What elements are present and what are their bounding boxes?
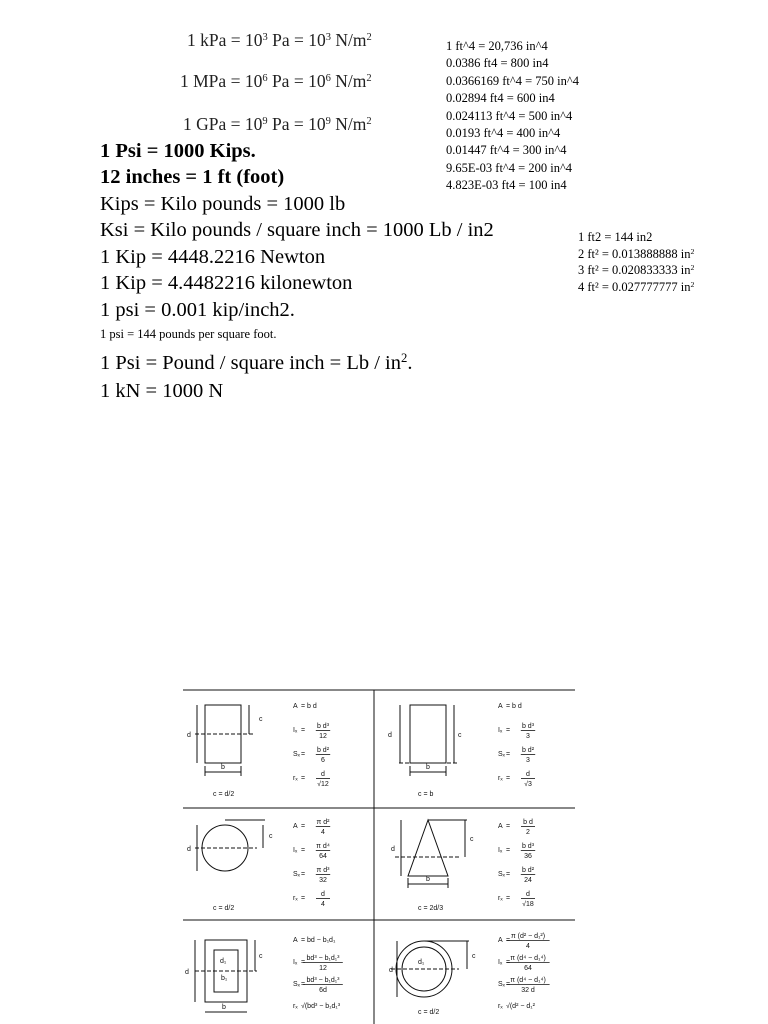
property-numerator: π (d⁴ − d₁⁴) — [510, 955, 546, 962]
property-numerator: d — [321, 891, 325, 898]
dim-label: c — [259, 716, 263, 723]
dim-label: b — [222, 1004, 226, 1011]
property-symbol: Sₓ — [498, 751, 505, 758]
equals-sign: = — [506, 895, 511, 902]
equals-sign: = — [301, 775, 306, 782]
dim-label: c — [269, 833, 273, 840]
equals-sign: = — [506, 751, 511, 758]
property-symbol: rₓ — [498, 895, 503, 902]
property-denominator: 64 — [319, 853, 327, 860]
property-value: √(bd³ − b₁d₁³ — [301, 1003, 341, 1010]
property-numerator: π (d² − d₁²) — [510, 933, 546, 940]
ft4-line: 0.01447 ft^4 = 300 in^4 — [446, 143, 567, 158]
ft2-line: 4 ft² = 0.027777777 $in^2$ — [578, 279, 695, 294]
property-symbol: A — [293, 823, 298, 830]
formula-mpa: 1 MPa = $10^6$ $Pa = 10^6$ $N/m^2$ — [180, 71, 372, 91]
section-properties-figure — [183, 688, 577, 1024]
property-symbol: Iₓ — [498, 727, 503, 734]
equals-sign: = — [506, 959, 511, 966]
dim-label: c — [458, 732, 462, 739]
centroid-note: c = d/2 — [418, 1009, 440, 1016]
kn-line: 1 kN = 1000 N — [100, 380, 224, 402]
dim-label: b — [221, 764, 225, 771]
ft4-line: 4.823E-03 ft4 = 100 in4 — [446, 178, 567, 193]
property-denominator: √12 — [317, 781, 329, 788]
property-denominator: 4 — [321, 901, 325, 908]
property-denominator: 6d — [319, 987, 327, 994]
property-symbol: Sₓ — [293, 981, 300, 988]
property-numerator: b d³ — [316, 723, 330, 730]
property-denominator: √18 — [522, 901, 534, 908]
ft2-conversion-list — [578, 229, 694, 295]
property-symbol: Iₓ — [498, 959, 503, 966]
equals-sign: = — [301, 823, 306, 830]
section-properties-svg — [183, 688, 577, 1024]
property-numerator: π d⁴ — [316, 843, 330, 850]
property-value: √(d² − d₁² — [506, 1003, 535, 1010]
triangle-shape — [408, 820, 448, 876]
kip-kilonewton-line: 1 Kip = 4.4482216 kilonewton — [100, 272, 353, 294]
centroid-note: c = b — [418, 791, 434, 798]
equals-sign: = — [301, 981, 306, 988]
property-symbol: A — [498, 823, 503, 830]
property-denominator: 24 — [524, 877, 532, 884]
property-symbol: Iₓ — [498, 847, 503, 854]
property-numerator: b d² — [521, 867, 535, 874]
property-symbol: A — [293, 937, 298, 944]
psi-definition-line: 1 Psi = Pound / square inch = Lb / $in^2$. — [100, 351, 413, 374]
property-symbol: Sₓ — [293, 751, 300, 758]
property-numerator: d — [526, 891, 530, 898]
dim-label: c — [470, 836, 474, 843]
property-symbol: Iₓ — [293, 959, 298, 966]
psi-kip-line: 1 psi = 0.001 kip/inch2. — [100, 299, 295, 321]
psi-kips-line: 1 Psi = 1000 Kips. — [100, 140, 256, 162]
property-denominator: 12 — [319, 965, 327, 972]
ft4-conversion-list — [446, 38, 579, 195]
ft4-line: 0.0386 ft4 = 800 in4 — [446, 56, 549, 71]
property-value: = b d — [301, 703, 317, 710]
property-numerator: d — [321, 771, 325, 778]
ft4-line: 0.024113 ft^4 = 500 in^4 — [446, 108, 573, 123]
ft4-line: 0.0366169 ft^4 = 750 in^4 — [446, 73, 580, 88]
kips-line: Kips = Kilo pounds = 1000 lb — [100, 193, 346, 215]
property-symbol: Iₓ — [293, 847, 298, 854]
dim-label: d — [388, 732, 392, 739]
property-denominator: 64 — [524, 965, 532, 972]
equals-sign: = — [301, 847, 306, 854]
centroid-note: c = d/2 — [213, 905, 235, 912]
property-numerator: b d³ — [521, 843, 535, 850]
dim-label: d — [185, 969, 189, 976]
equals-sign: = — [506, 727, 511, 734]
property-numerator: π d³ — [316, 867, 330, 874]
property-symbol: Iₓ — [293, 727, 298, 734]
property-denominator: 2 — [526, 829, 530, 836]
property-denominator: 4 — [321, 829, 325, 836]
equals-sign: = — [301, 751, 306, 758]
equals-sign: = — [301, 871, 306, 878]
property-numerator: b d³ — [521, 723, 535, 730]
property-symbol: Sₓ — [498, 871, 505, 878]
property-symbol: A — [498, 703, 503, 710]
property-numerator: bd³ − b₁d₁³ — [306, 977, 340, 984]
dim-label: b₁ — [221, 975, 228, 982]
formula-kpa: 1 kPa = $10^3$ $Pa = 10^3$ $N/m^2$ — [187, 30, 372, 50]
equals-sign: = — [506, 775, 511, 782]
equals-sign: = — [506, 937, 511, 944]
property-value: = b d — [506, 703, 522, 710]
property-denominator: 32 — [319, 877, 327, 884]
property-denominator: 3 — [526, 733, 530, 740]
centroid-note: c = d/2 — [213, 791, 235, 798]
property-symbol: rₓ — [498, 1003, 503, 1010]
equals-sign: = — [506, 871, 511, 878]
property-denominator: √3 — [524, 781, 532, 788]
equals-sign: = — [301, 895, 306, 902]
dim-label: b — [426, 764, 430, 771]
equals-sign: = — [301, 959, 306, 966]
dim-label: d — [187, 732, 191, 739]
ksi-line: Ksi = Kilo pounds / square inch = 1000 Lb / in2 — [100, 219, 494, 241]
property-symbol: Sₓ — [293, 871, 300, 878]
ft2-line: 3 ft² = 0.020833333 $in^2$ — [578, 262, 695, 278]
dim-label: d — [389, 967, 393, 974]
property-symbol: A — [498, 937, 503, 944]
property-denominator: 36 — [524, 853, 532, 860]
ft4-line: 9.65E-03 ft^4 = 200 in^4 — [446, 160, 573, 175]
dim-label: b — [426, 876, 430, 883]
kip-newton-line: 1 Kip = 4448.2216 Newton — [100, 246, 326, 268]
equals-sign: = — [506, 847, 511, 854]
ft2-line: 2 ft² = 0.013888888 $in^2$ — [578, 246, 695, 261]
psi-psf-line: 1 psi = 144 pounds per square foot. — [100, 327, 277, 341]
dim-label: c — [472, 953, 476, 960]
property-symbol: rₓ — [293, 895, 298, 902]
dim-label: d₁ — [418, 959, 425, 966]
equals-sign: = — [506, 823, 511, 830]
property-numerator: d — [526, 771, 530, 778]
dim-label: d — [187, 846, 191, 853]
ft2-line: 1 ft2 = 144 in2 — [578, 230, 653, 244]
ft4-line: 1 ft^4 = 20,736 in^4 — [446, 39, 548, 53]
property-symbol: A — [293, 703, 298, 710]
property-denominator: 3 — [526, 757, 530, 764]
ft4-line: 0.0193 ft^4 = 400 in^4 — [446, 126, 561, 141]
property-denominator: 32 d — [521, 987, 535, 994]
ft4-line: 0.02894 ft4 = 600 in4 — [446, 91, 555, 106]
property-numerator: b d² — [316, 747, 330, 754]
property-denominator: 12 — [319, 733, 327, 740]
inches-foot-line: 12 inches = 1 ft (foot) — [100, 166, 285, 188]
rectangle-shape — [410, 705, 446, 763]
property-numerator: π (d⁴ − d₁⁴) — [510, 977, 546, 984]
equals-sign: = — [301, 727, 306, 734]
property-symbol: rₓ — [293, 1003, 298, 1010]
property-numerator: b d² — [521, 747, 535, 754]
dim-label: d — [391, 846, 395, 853]
property-numerator: π d² — [316, 819, 330, 826]
property-numerator: b d — [523, 819, 533, 826]
property-denominator: 4 — [526, 943, 530, 950]
property-symbol: rₓ — [293, 775, 298, 782]
equals-sign: = — [506, 981, 511, 988]
dim-label: d₁ — [220, 958, 227, 965]
centroid-note: c = 2d/3 — [418, 905, 444, 912]
property-value: = bd − b₁d₁ — [301, 937, 336, 944]
property-denominator: 6 — [321, 757, 325, 764]
property-symbol: Sₓ — [498, 981, 505, 988]
property-symbol: rₓ — [498, 775, 503, 782]
dim-label: c — [259, 953, 263, 960]
formula-gpa: 1 GPa = $10^9$ $Pa = 10^9$ $N/m^2$ — [183, 114, 372, 134]
property-numerator: bd³ − b₁d₁³ — [306, 955, 340, 962]
